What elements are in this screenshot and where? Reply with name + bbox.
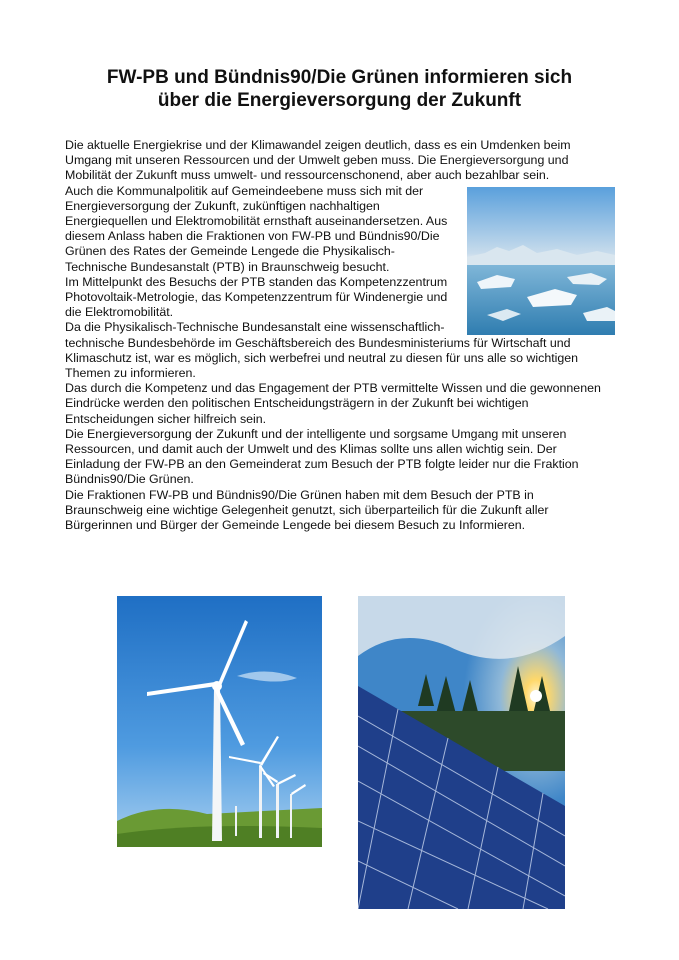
paragraph: Im Mittelpunkt des Besuchs der PTB standen das Kompetenzzentrum Photovoltaik-Metrologie, das Kompetenzzentrum für Windenergie und die Elektromobilität. <box>65 274 448 320</box>
title-line-1: FW-PB und Bündnis90/Die Grünen informieren sich <box>106 67 573 88</box>
paragraph: Die aktuelle Energiekrise und der Klimawandel zeigen deutlich, dass es ein Umdenken beim Umgang mit unseren Ressourcen und der Umwelt geben muss. Die Energieversorgung und Mobilität der Zukunft muss umwelt- und ressourcenschonend, aber auch bezahlbar sein. <box>65 138 571 183</box>
paragraph: Die Energieversorgung der Zukunft und der intelligente und sorgsame Umgang mit unseren Ressourcen, und damit auch der Umwelt und des Klimas sollte uns allen wichtig sein. Der Einladung der FW-PB an den Gemeinderat zum Besuch der PTB folgte leider nur die Fraktion Bündnis90/Die Grünen. <box>65 426 579 487</box>
title-line-2: über die Energieversorgung der Zukunft <box>157 90 522 111</box>
solar-panels-photo-icon <box>358 596 565 909</box>
page-title <box>40 66 639 112</box>
glacier-photo-icon <box>467 187 615 335</box>
paragraph: Da die Physikalisch-Technische Bundesanstalt eine wissenschaftlich-technische Bundesbehörde im Geschäftsbereich des Bundesministeriums für Wirtschaft und Klimaschutz ist, war es möglich, sich werbefrei und neutral zu diesen für uns alle so wichtigen Themen zu informieren. <box>65 320 579 381</box>
article-body <box>65 138 605 533</box>
wind-turbines-photo-icon <box>117 596 322 847</box>
paragraph: Das durch die Kompetenz und das Engagement der PTB vermittelte Wissen und die gewonnenen Eindrücke werden den politischen Entscheidungsträgern in der Zukunft bei wichtigen Entscheidungen sicher hilfreich sein. <box>65 381 601 426</box>
paragraph: Die Fraktionen FW-PB und Bündnis90/Die Grünen haben mit dem Besuch der PTB in Braunschweig eine wichtige Gelegenheit genutzt, sich überparteilich für die Zukunft aller Bürgerinnen und Bürger der Gemeinde Lengede bei diesem Besuch zu Informieren. <box>65 487 549 533</box>
paragraph: Auch die Kommunalpolitik auf Gemeindeebene muss sich mit der Energieversorgung der Zukunft, zukünftigen nachhaltigen Energiequellen und Elektromobilität ernsthaft auseinandersetzen. Aus diesem Anlass haben die Fraktionen von FW-PB und Bündnis90/Die Grünen des Rates der Gemeinde Lengede die Physikalisch-Technische Bundesanstalt (PTB) in Braunschweig besucht. <box>65 183 448 274</box>
